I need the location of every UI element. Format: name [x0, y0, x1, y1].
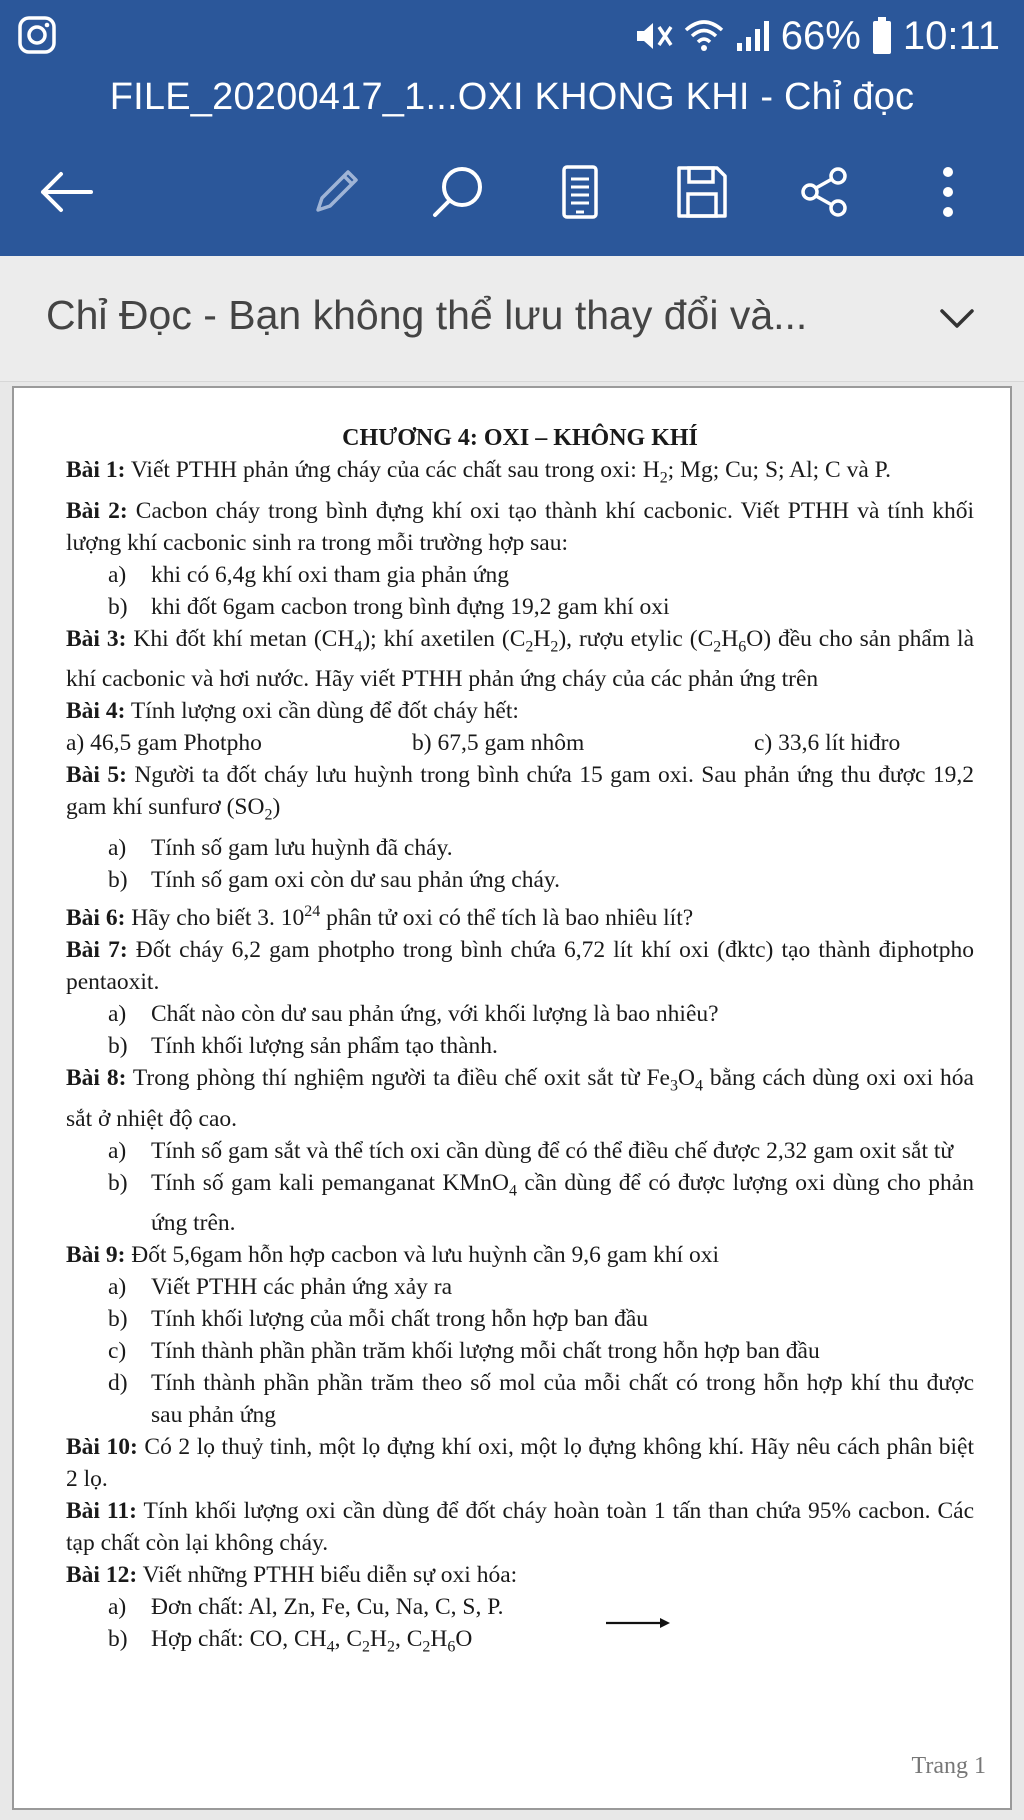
battery-percent: 66% [780, 13, 861, 58]
exercise-11: Bài 11: Tính khối lượng oxi cần dùng để đốt cháy hoàn toàn 1 tấn than chứa 95% cacbon. Các tạp chất còn lại không cháy. [66, 1498, 974, 1557]
mute-icon [633, 19, 673, 53]
exercise-2: Bài 2: Cacbon cháy trong bình đựng khí oxi tạo thành khí cacbonic. Viết PTHH và tính khối lượng khí cacbonic sinh ra trong mỗi trường hợp sau: [66, 497, 975, 556]
more-options-button[interactable] [906, 150, 990, 234]
arrow-mark [604, 1616, 672, 1630]
page-number: Trang 1 [911, 1753, 986, 1779]
search-icon [429, 163, 487, 221]
exercise-12-a: a) Đơn chất: Al, Zn, Fe, Cu, Na, C, S, P. [108, 1594, 504, 1621]
chapter-heading: CHƯƠNG 4: OXI – KHÔNG KHÍ [342, 425, 698, 451]
share-button[interactable] [782, 150, 866, 234]
edit-button[interactable] [294, 150, 378, 234]
signal-icon [735, 19, 771, 53]
document-title: FILE_20200417_1...OXI KHONG KHI - Chỉ đọc [109, 76, 915, 118]
toolbar [0, 150, 1024, 234]
instagram-icon [18, 16, 56, 54]
share-icon [796, 164, 852, 220]
exercise-8-a: a) Tính số gam sắt và thể tích oxi cần dùng để có thể điều chế được 2,32 gam oxit sắt từ [108, 1137, 954, 1164]
save-button[interactable] [660, 150, 744, 234]
chevron-down-icon[interactable] [930, 292, 984, 346]
read-only-banner[interactable] [0, 256, 1024, 382]
exercise-5: Bài 5: Người ta đốt cháy lưu huỳnh trong bình chứa 15 gam oxi. Sau phản ứng thu được 19,2 gam khí sunfurơ $(SO_2)$ [66, 762, 974, 825]
exercise-5-a: a) Tính số gam lưu huỳnh đã cháy. [108, 835, 453, 862]
exercise-4-options: a) 46,5 gam Photpho b) 67,5 gam nhôm c) 33,6 lít hiđro [66, 730, 901, 757]
exercise-9-d: d) Tính thành phần phần trăm theo số mol của mỗi chất có trong hỗn hợp khí thu được sau phản ứng [108, 1370, 974, 1429]
pencil-icon [308, 164, 364, 220]
exercise-12-b: b) Hợp chất: CO, $CH_4$, $C_2H_2$, $C_2H_6O$ [108, 1626, 473, 1656]
app-header [0, 0, 1024, 256]
exercise-9-b: b) Tính khối lượng của mỗi chất trong hỗn hợp ban đầu [108, 1306, 649, 1333]
save-icon [675, 164, 729, 220]
clock: 10:11 [902, 13, 1000, 58]
status-bar [0, 0, 1024, 72]
document-page [12, 386, 1012, 1810]
exercise-9-a: a) Viết PTHH các phản ứng xảy ra [108, 1274, 453, 1301]
read-only-message: Chỉ Đọc - Bạn không thể lưu thay đổi và... [46, 292, 808, 338]
exercise-9-c: c) Tính thành phần phần trăm khối lượng mỗi chất trong hỗn hợp ban đầu [108, 1338, 820, 1365]
more-icon [940, 164, 956, 220]
exercise-6: Bài 6: Hãy cho biết 3. $10^{24}$ phân tử oxi có thể tích là bao nhiêu lít? [66, 903, 694, 931]
exercise-7-b: b) Tính khối lượng sản phẩm tạo thành. [108, 1032, 498, 1059]
reading-view-button[interactable] [538, 150, 622, 234]
search-button[interactable] [416, 150, 500, 234]
exercise-5-b: b) Tính số gam oxi còn dư sau phản ứng cháy. [108, 867, 561, 894]
exercise-7: Bài 7: Đốt cháy 6,2 gam photpho trong bình chứa 6,72 lít khí oxi (đktc) tạo thành điphotpho pentaoxit. [66, 936, 974, 995]
exercise-1: Bài 1: Viết PTHH phản ứng cháy của các chất sau trong oxi: $H_2$; Mg; Cu; S; Al; C và P. [66, 457, 891, 487]
exercise-4: Bài 4: Tính lượng oxi cần dùng để đốt cháy hết: [66, 698, 519, 725]
exercise-2-b: b) khi đốt 6gam cacbon trong bình đựng 19,2 gam khí oxi [108, 593, 670, 620]
back-button[interactable] [24, 150, 108, 234]
battery-icon [871, 16, 893, 56]
exercise-8-b: b) Tính số gam kali pemanganat KMnO$_4$ cần dùng để có được lượng oxi dùng cho phản ứng trên. [108, 1169, 974, 1237]
reading-view-icon [558, 164, 602, 220]
exercise-12: Bài 12: Viết những PTHH biểu diễn sự oxi hóa: [66, 1562, 518, 1589]
exercise-3: Bài 3: Khi đốt khí metan $(CH_4)$; khí axetilen $(C_2H_2)$, rượu etylic $(C_2H_6O)$ đều cho sản phẩm là khí cacbonic và hơi nước. Hãy viết PTHH phản ứng cháy của các phản ứng trên [66, 625, 975, 693]
wifi-icon [683, 19, 725, 53]
document-body [66, 422, 974, 1664]
exercise-9: Bài 9: Đốt 5,6gam hỗn hợp cacbon và lưu huỳnh cần 9,6 gam khí oxi [66, 1242, 720, 1269]
exercise-7-a: a) Chất nào còn dư sau phản ứng, với khối lượng là bao nhiêu? [108, 1000, 719, 1027]
exercise-8: Bài 8: Trong phòng thí nghiệm người ta điều chế oxit sắt từ $Fe_3O_4$ bằng cách dùng oxi oxi hóa sắt ở nhiệt độ cao. [66, 1064, 974, 1132]
exercise-10: Bài 10: Có 2 lọ thuỷ tinh, một lọ đựng khí oxi, một lọ đựng không khí. Hãy nêu cách phân biệt 2 lọ. [66, 1434, 974, 1493]
back-arrow-icon [37, 170, 95, 214]
exercise-2-a: a) khi có 6,4g khí oxi tham gia phản ứng [108, 561, 510, 588]
